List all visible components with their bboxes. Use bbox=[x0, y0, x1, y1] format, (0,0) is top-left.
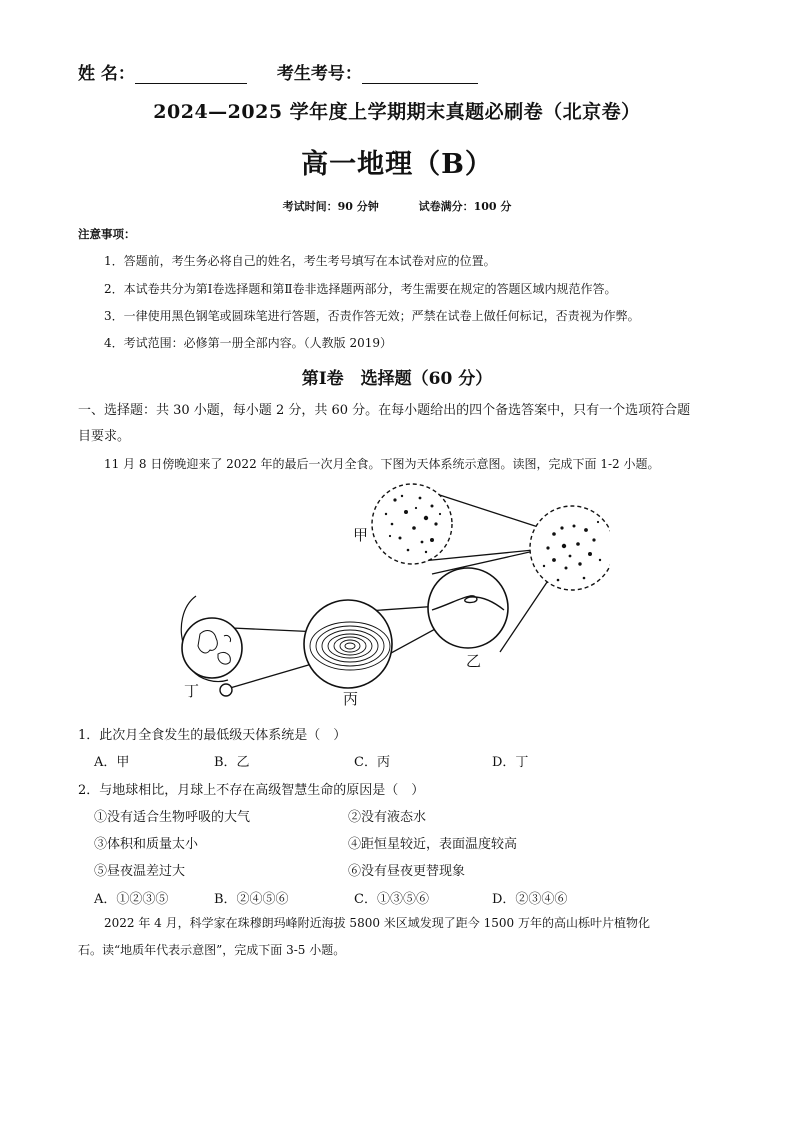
exam-number-label: 考生考号： bbox=[276, 64, 362, 84]
q1-option-c[interactable]: C．丙 bbox=[354, 755, 390, 770]
q2-statement: ⑥没有昼夜更替现象 bbox=[348, 864, 466, 879]
q2-statement: ②没有液态水 bbox=[348, 810, 427, 825]
passage-intro: 11 月 8 日傍晚迎来了 2022 年的最后一次月全食。下图为天体系统示意图。读图，完成下面 1-2 小题。 bbox=[104, 457, 660, 471]
q2-statement: ①没有适合生物呼吸的大气 bbox=[94, 810, 251, 825]
exam-number-blank[interactable] bbox=[362, 65, 478, 84]
earth-moon-system-ding bbox=[181, 596, 242, 696]
q2-statement: ③体积和质量太小 bbox=[94, 837, 199, 852]
passage-2-continued: 石。读“地质年代表示意图”，完成下面 3-5 小题。 bbox=[78, 943, 346, 957]
notice-item: 4．考试范围：必修第一册全部内容。（人教版 2019） bbox=[104, 336, 392, 350]
section-instruction-continued: 目要求。 bbox=[78, 429, 131, 444]
student-info-line bbox=[78, 60, 718, 84]
section-title: 第Ⅰ卷 选择题（60 分） bbox=[301, 369, 493, 389]
q1-option-a[interactable]: A．甲 bbox=[94, 755, 130, 770]
exam-score: 试卷满分：100 分 bbox=[418, 200, 512, 213]
exam-subtitle: 高一地理（B） bbox=[301, 149, 493, 180]
celestial-system-diagram bbox=[170, 478, 610, 710]
q2-option-d[interactable]: D．②③④⑥ bbox=[492, 892, 568, 907]
notice-item: 2．本试卷共分为第Ⅰ卷选择题和第Ⅱ卷非选择题两部分，考生需要在规定的答题区域内规范作答。 bbox=[104, 282, 617, 296]
name-blank[interactable] bbox=[135, 65, 247, 84]
q1-option-d[interactable]: D．丁 bbox=[492, 755, 529, 770]
notice-heading: 注意事项： bbox=[78, 227, 136, 241]
section-instruction: 一、选择题：共 30 小题，每小题 2 分，共 60 分。在每小题给出的四个备选答案中，只有一个选项符合题 bbox=[78, 403, 691, 418]
exam-time: 考试时间：90 分钟 bbox=[282, 200, 379, 213]
q2-statement: ④距恒星较近，表面温度较高 bbox=[348, 837, 518, 852]
galaxy-jia-detail bbox=[530, 506, 610, 590]
label-yi: 乙 bbox=[466, 652, 482, 670]
q2-statement: ⑤昼夜温差过大 bbox=[94, 864, 186, 879]
label-jia: 甲 bbox=[353, 526, 369, 544]
solar-system-bing bbox=[304, 600, 392, 688]
label-ding: 丁 bbox=[184, 682, 200, 700]
q1-option-b[interactable]: B．乙 bbox=[214, 755, 250, 770]
label-bing: 丙 bbox=[343, 690, 359, 708]
exam-title: 2024—2025 学年度上学期期末真题必刷卷（北京卷） bbox=[153, 101, 641, 123]
question-1-stem: 1．此次月全食发生的最低级天体系统是（ ） bbox=[78, 728, 347, 743]
q2-option-a[interactable]: A．①②③⑤ bbox=[94, 892, 169, 907]
notice-item: 1．答题前，考生务必将自己的姓名，考生考号填写在本试卷对应的位置。 bbox=[104, 254, 496, 268]
question-2-stem: 2．与地球相比，月球上不存在高级智慧生命的原因是（ ） bbox=[78, 783, 425, 798]
notice-item: 3．一律使用黑色钢笔或圆珠笔进行答题，否责作答无效；严禁在试卷上做任何标记，否责视为作弊。 bbox=[104, 309, 640, 323]
galaxy-yi bbox=[428, 568, 508, 648]
galaxy-group-jia bbox=[372, 484, 452, 564]
passage-2: 2022 年 4 月，科学家在珠穆朗玛峰附近海拔 5800 米区域发现了距今 1500 万年的高山栎叶片植物化 bbox=[104, 916, 650, 930]
name-label: 姓 名： bbox=[78, 64, 135, 84]
exam-info bbox=[0, 198, 794, 214]
q2-option-b[interactable]: B．②④⑤⑥ bbox=[214, 892, 289, 907]
q2-option-c[interactable]: C．①③⑤⑥ bbox=[354, 892, 429, 907]
